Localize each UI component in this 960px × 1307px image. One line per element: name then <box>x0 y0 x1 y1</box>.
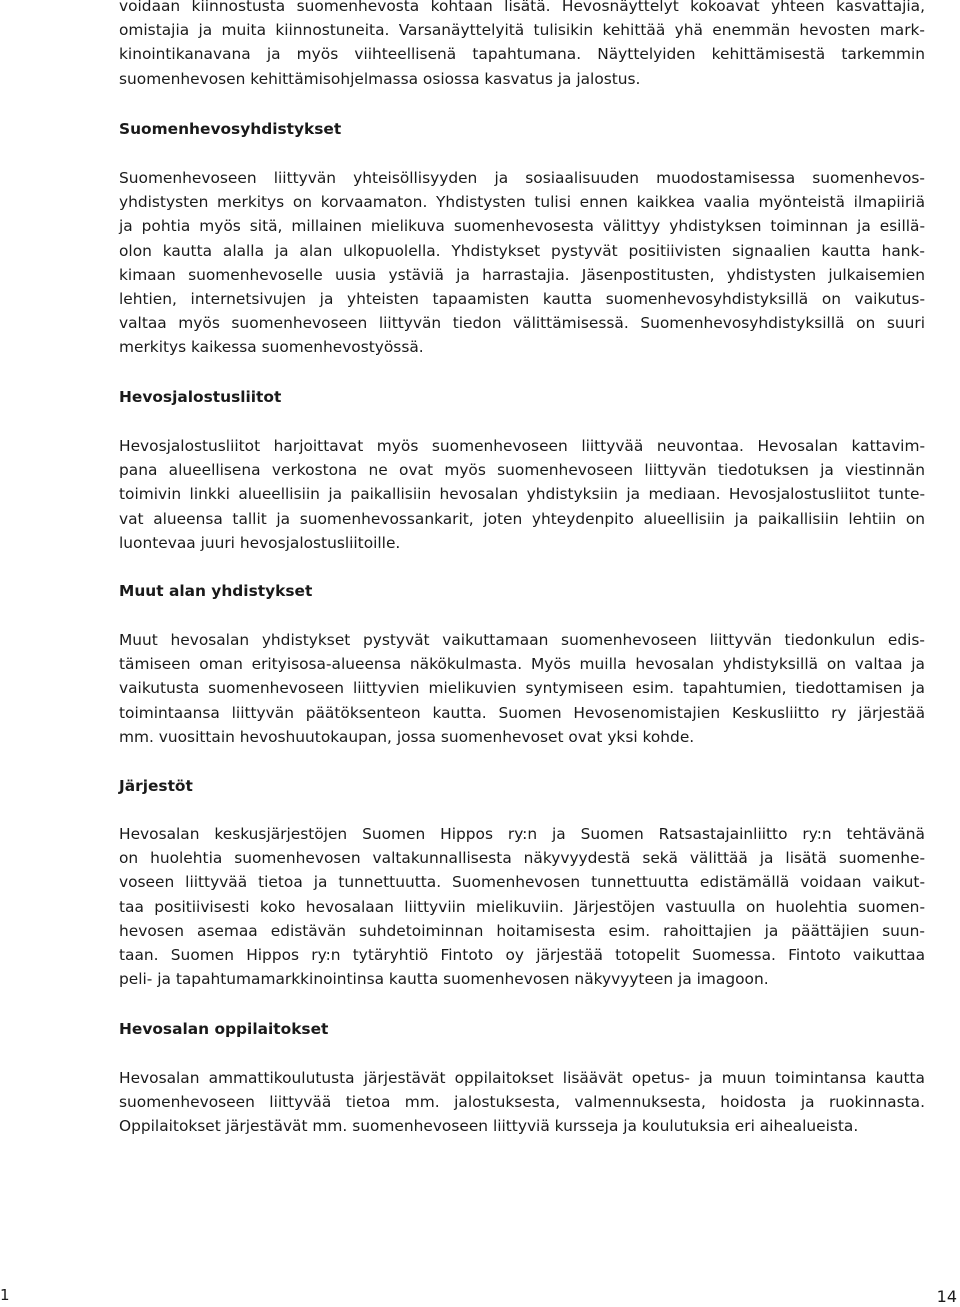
text-line: Hevosalan keskusjärjestöjen Suomen Hippos ry:n ja Suomen Ratsastajainliitto ry:n tehtävänä <box>119 825 925 843</box>
text-line: vat alueensa tallit ja suomenhevossankarit, joten yhteydenpito alueellisiin ja paikallisiin lehtiin on <box>119 509 925 528</box>
text-line: valtaa myös suomenhevoseen liittyvän tiedon välittämisessä. Suomenhevosyhdistyksillä on suuri <box>119 314 925 333</box>
text-line: Oppilaitokset järjestävät mm. suomenhevoseen liittyviä kursseja ja koulutuksia eri aihealueista. <box>119 1117 859 1136</box>
text-line: kimaan suomenhevoselle uusia ystäviä ja harrastajia. Jäsenpostitusten, yhdistysten julkaisemien <box>119 265 925 284</box>
heading-muut-alan-yhdistykset: Muut alan yhdistykset <box>119 582 313 600</box>
heading-hevosjalostusliitot: Hevosjalostusliitot <box>119 388 282 406</box>
text-line: vaikutusta suomenhevoseen liittyvien mielikuvien syntymiseen esim. tapahtumien, tiedottamisen ja <box>119 679 925 698</box>
text-line: luontevaa juuri hevosjalostusliitoille. <box>119 533 401 552</box>
text-line: mm. vuosittain hevoshuutokaupan, jossa suomenhevoset ovat yksi kohde. <box>119 727 695 746</box>
paragraph-jarjestot <box>119 822 925 991</box>
heading-jarjestot: Järjestöt <box>119 777 193 795</box>
text-line: Hevosjalostusliitot harjoittavat myös suomenhevoseen liittyvää neuvontaa. Hevosalan kattavim- <box>119 437 925 455</box>
text-line: on huolehtia suomenhevosen valtakunnallisesta näkyvyydestä sekä välittää ja lisätä suomenhe- <box>119 849 925 868</box>
left-margin-mark: 1 <box>0 1286 10 1304</box>
text-line: yhdistysten merkitys on korvaamaton. Yhdistysten tulisi ennen kaikkea vaalia myönteistä ilmapiiriä <box>119 193 925 212</box>
text-line: suomenhevosen kehittämisohjelmassa osiossa kasvatus ja jalostus. <box>119 69 641 88</box>
text-line: ja pohtia myös sitä, millainen mielikuva suomenhevosesta välittyy yhdistyksen toiminnan ja esillä- <box>119 217 925 236</box>
text-line: taan. Suomen Hippos ry:n tytäryhtiö Fintoto oy järjestää totopelit Suomessa. Fintoto vaikuttaa <box>119 946 925 965</box>
page-number: 14 <box>936 1287 957 1306</box>
text-line: Hevosalan ammattikoulutusta järjestävät oppilaitokset lisäävät opetus- ja muun toimintansa kautta <box>119 1069 925 1087</box>
text-line: taa positiivisesti koko hevosalaan liittyviin mielikuviin. Järjestöjen vastuulla on huolehtia suomen- <box>119 897 925 916</box>
text-line: toimivin linkki alueellisiin ja paikallisiin hevosalan yhdistyksiin ja mediaan. Hevosjalostusliitot tunte- <box>119 485 925 504</box>
paragraph-suomenhevosyhdistykset <box>119 166 925 360</box>
text-line: voseen liittyvää tietoa ja tunnettuutta. Suomenhevosen tunnettuutta edistämällä voidaan vaikut- <box>119 873 925 892</box>
text-line: toimintaansa liittyvän päätöksenteon kautta. Suomen Hevosenomistajien Keskusliitto ry järjestää <box>119 703 925 722</box>
text-line: kinointikanavana ja myös viihteellisenä tapahtumana. Näyttelyiden kehittämisestä tarkemmin <box>119 45 925 64</box>
paragraph-hevosjalostusliitot <box>119 434 925 555</box>
text-line: hevosen asemaa edistävän suhdetoiminnan hoitamisesta esim. rahoittajien ja päättäjien suun- <box>119 921 925 940</box>
text-line: peli- ja tapahtumamarkkinointinsa kautta suomenhevosen näkyvyyteen ja imagoon. <box>119 970 769 989</box>
text-line: Suomenhevoseen liittyvän yhteisöllisyyden ja sosiaalisuuden muodostamisessa suomenhevos- <box>119 169 925 187</box>
text-line: voidaan kiinnostusta suomenhevosta kohtaan lisätä. Hevosnäyttelyt kokoavat yhteen kasvattajia, <box>119 0 925 15</box>
text-line: suomenhevoseen liittyvää tietoa mm. jalostuksesta, valmennuksesta, hoidosta ja ruokinnasta. <box>119 1093 925 1112</box>
text-line: olon kautta alalla ja alan ulkopuolella. Yhdistykset pystyvät positiivisten signaalien kautta hank- <box>119 241 925 260</box>
text-line: merkitys kaikessa suomenhevostyössä. <box>119 338 424 357</box>
text-line: tämiseen oman erityisosa-alueensa näkökulmasta. Myös muilla hevosalan yhdistyksillä on valtaa ja <box>119 655 925 674</box>
paragraph-muut-alan-yhdistykset <box>119 628 925 749</box>
paragraph-hevosalan-oppilaitokset <box>119 1066 925 1139</box>
heading-hevosalan-oppilaitokset: Hevosalan oppilaitokset <box>119 1020 329 1038</box>
intro-paragraph <box>119 0 925 91</box>
heading-suomenhevosyhdistykset: Suomenhevosyhdistykset <box>119 120 342 138</box>
text-line: pana alueellisena verkostona ne ovat myös suomenhevoseen liittyvän tiedotuksen ja viestinnän <box>119 461 925 480</box>
text-line: omistajia ja muita kiinnostuneita. Varsanäyttelyitä tulisikin kehittää yhä enemmän hevosten mark- <box>119 21 925 40</box>
text-line: lehtien, internetsivujen ja yhteisten tapaamisten kautta suomenhevosyhdistyksillä on vaikutus- <box>119 290 925 309</box>
text-line: Muut hevosalan yhdistykset pystyvät vaikuttamaan suomenhevoseen liittyvän tiedonkulun edis- <box>119 631 925 649</box>
